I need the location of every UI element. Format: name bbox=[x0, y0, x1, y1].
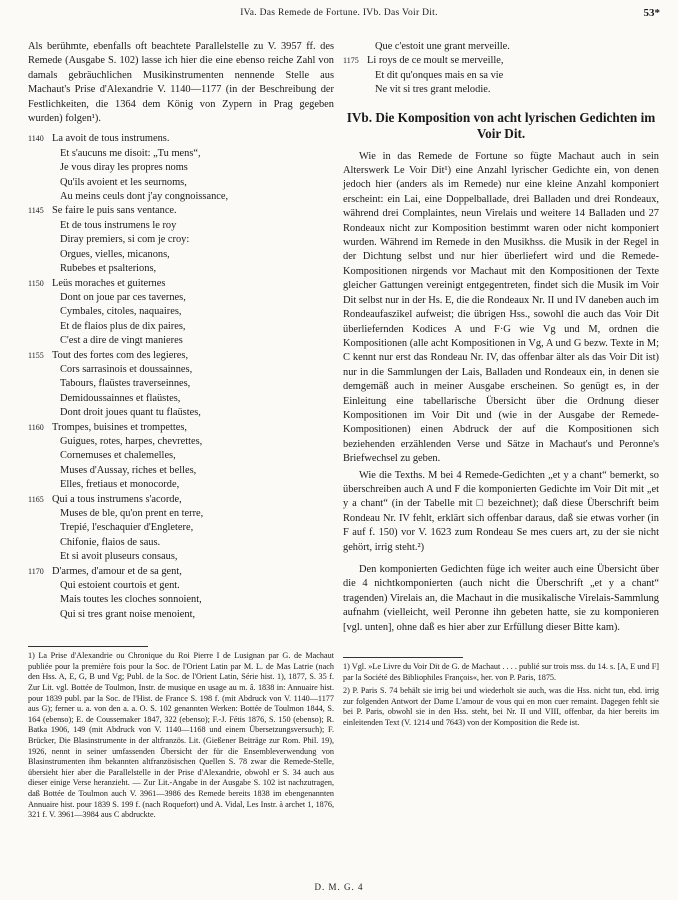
verse-text: Au meins ceuls dont j'ay congnoissance, bbox=[60, 191, 229, 203]
verse-text: C'est a dire de vingt manieres bbox=[60, 335, 183, 347]
verse-line bbox=[28, 147, 334, 161]
verse-line bbox=[28, 349, 334, 363]
running-title: IVa. Das Remede de Fortune. IVb. Das Voir Dit. bbox=[240, 8, 438, 18]
footnote-2-right: 2) P. Paris S. 74 behält sie irrig bei und wiederholt sie auch, was die Hss. nicht tun, ebd. irrig zur folgenden Antwort der Dame L'amour de vous qui en mon cuer remaint. Dagegen fehlt sie bei P. Paris, obwohl sie in den Hss. steht, bei Nr. II und VIII, offenbar, da hier bereits im einleitenden Text (V. 1214 und 7643) von der Komposition die Rede ist. bbox=[343, 686, 659, 727]
verse-line bbox=[28, 190, 334, 204]
verse-text: Se faire le puis sans ventance. bbox=[52, 205, 177, 217]
verse-text: Rubebes et psalterions, bbox=[60, 263, 157, 275]
page-number: 53* bbox=[643, 7, 660, 19]
verse-text: Qui si tres grant noise menoient, bbox=[60, 608, 196, 620]
line-number: 1165 bbox=[28, 494, 44, 504]
verse-line bbox=[28, 593, 334, 607]
verse-line bbox=[343, 40, 659, 54]
verse-text: Guigues, rotes, harpes, chevrettes, bbox=[60, 435, 203, 447]
verse-text: Et de tous instrumens le roy bbox=[60, 219, 177, 231]
verse-line bbox=[28, 550, 334, 564]
verse-line bbox=[28, 421, 334, 435]
verse-text: Je vous diray les propres noms bbox=[60, 162, 188, 174]
footnote-rule-right bbox=[343, 657, 463, 658]
paragraph-1: Wie in das Remede de Fortune so fügte Machaut auch in sein Alterswerk Le Voir Dit¹) eine Anzahl lyrischer Gedichte ein, von denen jedoch hier (anders als im Remede) nur eine kleine Anzahl komponiert erscheint: ein Lai, eine Doppelballade, drei Balladen und drei Rondeaux, während drei Complaintes, neun Virelais und weitere 14 Balladen und 27 Rondeaux nicht zur Komposition bestimmt waren oder nicht komponiert wurden. Während im Remede in den Musikhss. die Musik in der Regel in der Dichtung selbst und nur hier überliefert wird und die Remede-Kompositionen nirgends vor Machaut mit den Kompositionen der Texte gleicher Gattungen vereinigt entgegentreten, findet sich die Musik im Voir Dit selbst nur in der Hs. E, die die Rondeaux Nr. II und IV daneben auch im Rondeaufaszikel aufweist; die übrigen Hss., sowohl die auch das Voir Dit überliefernden Kodices A und F·G wie Vg und M, ordnen die Kompositionen (alle acht Kompositionen in Vg, A und G bezw. Texte in M; C kennt nur erst das Rondeau Nr. IV, das offenbar älter als das Voir Dit ist) nur in die Sammlungen der Lais, Balladen und Rondeaux ein, in denen sie demgemäß auch in meiner Ausgabe erscheinen. So genügt es, in der Einleitung eine tabellarische Übersicht über die Ordnung dieser Kompositionen im Voir Dit und (wie in der Ausgabe der Remede-Kompositionen) einen Abdruck der auf die Kompositionen sich beziehenden erzählenden Verse und Sätze in Machaut's und Peronne's Briefwechsel zu geben. bbox=[343, 150, 659, 465]
verse-text: Tabours, flaüstes traverseinnes, bbox=[60, 378, 191, 390]
verse-line bbox=[28, 334, 334, 348]
right-column bbox=[343, 40, 659, 729]
verse-line bbox=[28, 521, 334, 535]
verse-line bbox=[28, 608, 334, 622]
verse-passage-right bbox=[343, 40, 659, 98]
verse-text: Et dit qu'onques mais en sa vie bbox=[375, 69, 504, 81]
verse-line bbox=[28, 132, 334, 146]
line-number: 1160 bbox=[28, 422, 44, 432]
verse-text: Que c'estoit une grant merveille. bbox=[375, 41, 510, 52]
paragraph-2: Wie die Texths. M bei 4 Remede-Gedichten „et y a chant“ bemerkt, so überschreiben auch A und F die komponierten Gedichte im Voir Dit mit „et y a chant“ (in der Tabelle mit □ bezeichnet); daß diese Überschrift beim Rondeau Nr. IV fehlt, erklärt sich offenbar daraus, daß sie etwas vorher (in F auf f. 150) vor V. 1623 zum Rondeau Se mes cuers art, zu der sie nicht gehört, irrig steht.²) bbox=[343, 469, 659, 553]
verse-text: Trompes, buisines et trompettes, bbox=[52, 421, 187, 433]
verse-text: Elles, fretiaus et monocorde, bbox=[60, 479, 180, 491]
verse-text: Et de flaios plus de dix paires, bbox=[60, 320, 186, 332]
verse-text: Leüs moraches et guiternes bbox=[52, 277, 166, 289]
verse-line bbox=[28, 464, 334, 478]
line-number: 1170 bbox=[28, 566, 44, 576]
verse-text: Cors sarrasinois et doussainnes, bbox=[60, 363, 193, 375]
verse-line bbox=[343, 83, 659, 97]
verse-text: Dont on joue par ces tavernes, bbox=[60, 291, 186, 303]
footnote-rule bbox=[28, 646, 148, 647]
verse-text: Cymbales, citoles, naquaires, bbox=[60, 306, 182, 318]
verse-line bbox=[28, 291, 334, 305]
line-number: 1175 bbox=[343, 56, 359, 66]
verse-text: Muses de ble, qu'on prent en terre, bbox=[60, 508, 204, 519]
verse-line bbox=[28, 406, 334, 420]
verse-line bbox=[28, 435, 334, 449]
page-header bbox=[0, 8, 678, 24]
verse-line bbox=[28, 478, 334, 492]
verse-text: Et si avoit pluseurs consaus, bbox=[60, 551, 178, 563]
verse-line bbox=[28, 305, 334, 319]
verse-text: Tout des fortes com des legieres, bbox=[52, 349, 189, 361]
verse-text: Muses d'Aussay, riches et belles, bbox=[60, 464, 197, 476]
verse-line bbox=[28, 363, 334, 377]
verse-text: Dont droit joues quant tu flaüstes, bbox=[60, 407, 201, 419]
verse-text: La avoit de tous instrumens. bbox=[52, 133, 170, 145]
verse-line bbox=[28, 204, 334, 218]
line-number: 1140 bbox=[28, 134, 44, 144]
verse-line bbox=[28, 161, 334, 175]
verse-text: D'armes, d'amour et de sa gent, bbox=[52, 565, 182, 577]
verse-line bbox=[28, 392, 334, 406]
verse-text: Demidoussainnes et flaüstes, bbox=[60, 392, 181, 404]
line-number: 1145 bbox=[28, 206, 44, 216]
verse-text: Qu'ils avoient et les seurnoms, bbox=[60, 176, 187, 188]
paragraph-3: Den komponierten Gedichten füge ich weiter auch eine Übersicht über die 4 nichtkomponierten (auch nicht die Überschrift „et y a chant“ tragenden) Virelais an, die Machaut in die musikalische Virelais-Sammlung aufnahm (vielleicht, weil Peronne ihn gebeten hatte, sie zu komponieren [vgl. unten], ohne daß es hier aber zur Erfüllung dieser Bitte kam). bbox=[343, 564, 659, 633]
verse-line bbox=[28, 493, 334, 507]
verse-text: Trepié, l'eschaquier d'Engletere, bbox=[60, 522, 194, 534]
verse-text: Cornemuses et chalemelles, bbox=[60, 450, 176, 462]
printer-signature: D. M. G. 4 bbox=[314, 882, 364, 892]
verse-line bbox=[28, 507, 334, 521]
verse-text: Diray premiers, si com je croy: bbox=[60, 234, 190, 246]
left-column bbox=[28, 40, 334, 821]
verse-line bbox=[28, 277, 334, 291]
verse-line bbox=[28, 565, 334, 579]
verse-line bbox=[28, 176, 334, 190]
footnote-1-left: 1) La Prise d'Alexandrie ou Chronique du Roi Pierre I de Lusignan par G. de Machaut publiée pour la première fois pour la Soc. de l'Orient Latin par M. L. de Mas Latrie (nach den Hss. A, E, G, B und Vg; Publ. de la Soc. de l'Orient Latin, Série hist. 1), 1877, S. 35 f. Zur Lit. vgl. Bottée de Toulmon, Instr. de musique en usage au m. â. 1838 in: Annuaire hist. pour 1839 publ. par la Soc. de l'Hist. de France S. 198 f. (mit Abdruck von V. 1140—1177 aus G); ferner u. a. von den a. a. O. S. 102 genannten Werken: Bottée de Toulmon 1844, S. 164 (ebenso); E. de Coussemaker 1847, 322 (ebenso); F.-J. Fétis 1876, S. 150 (ebenso); R. Batka 1906, 149 (mit Abdruck von V. 1140—1168 und einem Übersetzungsversuch); F. Brücker, Die Blasinstrumente in der altfranzös. Lit. (Gießener Beiträge zur Rom. Phil. 19), 1926, nennt in seiner umfassenden Übersicht der für die Ensembleverwendung von Blasinstrumenten ihm bekannten altfranzösischen Quellen S. 78 zwar die Remede-Stelle, übersieht hier aber die Parallelstelle in der Prise d'Alexandrie, obwohl er S. 34 auch aus dieser einige Verse heranzieht. — Zur Lit.-Angabe in der Ausgabe S. 102 ist nachzutragen, daß Bottée de Toulmon auch V. 3961—3986 des Remede bereits 1838 im ebengenannten Annuaire hist. pour 1839 S. 199 f. (nach Roquefort) und A. Vidal, Les Instr. à archet 1, 1876, 321 f. V. 3961—3984 aus C abdruckte. bbox=[28, 651, 334, 820]
verse-passage-left bbox=[28, 132, 334, 622]
verse-line bbox=[28, 377, 334, 391]
verse-text: Qui estoient courtois et gent. bbox=[60, 580, 180, 592]
verse-text: Et s'aucuns me disoit: „Tu mens“, bbox=[60, 147, 201, 159]
verse-line bbox=[28, 449, 334, 463]
verse-text: Chifonie, flaios de saus. bbox=[60, 536, 161, 548]
verse-text: Li roys de ce moult se merveille, bbox=[367, 55, 504, 67]
verse-line bbox=[28, 320, 334, 334]
verse-line bbox=[28, 233, 334, 247]
verse-line bbox=[28, 248, 334, 262]
section-heading: IVb. Die Komposition von acht lyrischen Gedichten im Voir Dit. bbox=[346, 109, 656, 141]
verse-line bbox=[28, 219, 334, 233]
line-number: 1150 bbox=[28, 278, 44, 288]
verse-line bbox=[28, 579, 334, 593]
footnote-1-right: 1) Vgl. »Le Livre du Voir Dit de G. de Machaut . . . . publié sur trois mss. du 14. s. [A, E und F] par la Société des Bibliophiles François«, her. von P. Paris, 1875. bbox=[343, 662, 659, 682]
verse-line bbox=[28, 262, 334, 276]
verse-line bbox=[28, 536, 334, 550]
verse-text: Qui a tous instrumens s'acorde, bbox=[52, 493, 182, 505]
verse-line bbox=[343, 69, 659, 83]
verse-text: Ne vit si tres grant melodie. bbox=[375, 84, 491, 96]
verse-line bbox=[343, 54, 659, 68]
intro-paragraph: Als berühmte, ebenfalls oft beachtete Parallelstelle zu V. 3957 ff. des Remede (Ausgabe S. 102) lasse ich hier die eine ebenso reiche Zahl von damals gebräuchlichen Musikinstrumenten nennende Stelle aus Machaut's Prise d'Alexandrie V. 1140—1177 (in der Beschreibung der Festlichkeiten, die 1364 dem König von Zypern in Prag gegeben wurden) folgen¹). bbox=[28, 41, 334, 125]
verse-text: Mais toutes les cloches sonnoient, bbox=[60, 594, 202, 606]
line-number: 1155 bbox=[28, 350, 44, 360]
verse-text: Orgues, vielles, micanons, bbox=[60, 248, 170, 260]
